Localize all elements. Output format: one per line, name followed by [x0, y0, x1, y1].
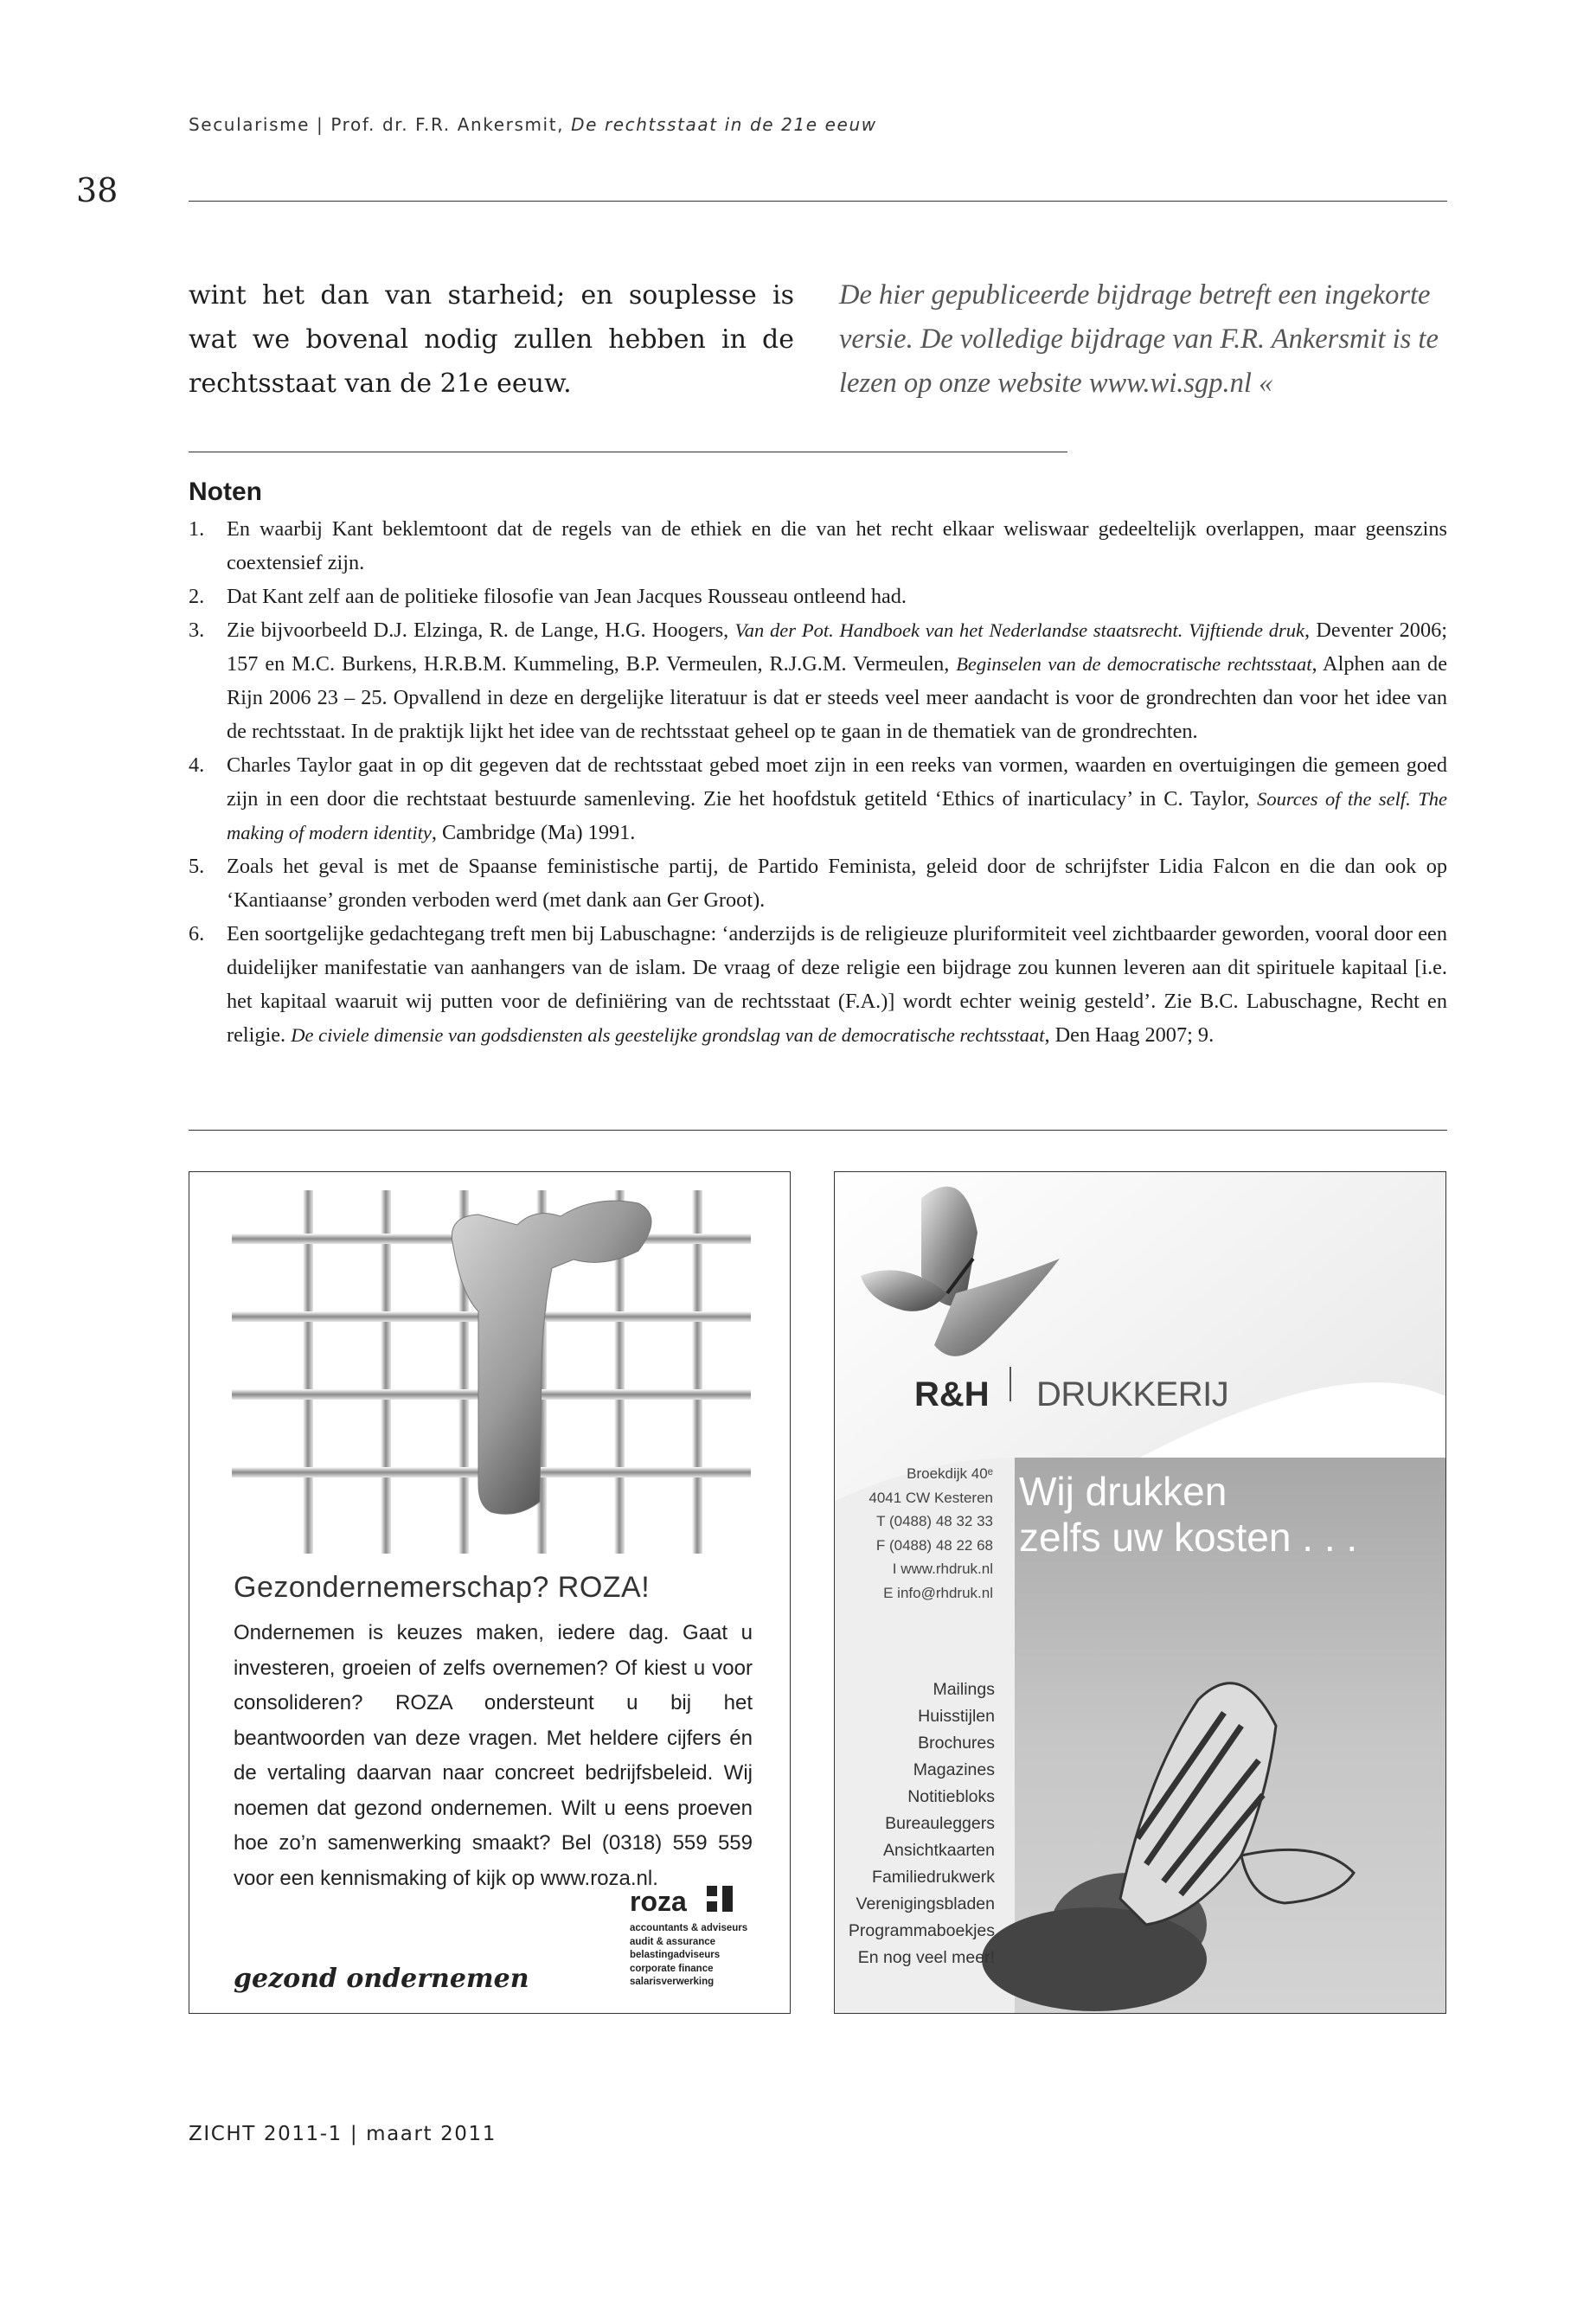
- running-header: [189, 114, 877, 135]
- note-item: 3. Zie bijvoorbeeld D.J. Elzinga, R. de Lange, H.G. Hoogers, Van der Pot. Handboek van het Nederlandse staatsrecht. Vijftiende druk, Deventer 2006; 157 en M.C. Burkens, H.R.B.M. Kummeling, B.P. Vermeulen, R.J.G.M. Vermeulen, Beginselen van de democratische rechtsstaat, Alphen aan de Rijn 2006 23 – 25. Opvallend in deze en dergelijke literatuur is dat er steeds veel meer aandacht is voor de grondrechten dan voor het idee van de rechtsstaat. In de praktijk lijkt het idee van de rechtsstaat geheel op te gaan in de thematiek van de grondrechten.: [189, 619, 1447, 743]
- rh-product: Programmaboekjes: [848, 1921, 995, 1940]
- roza-grid-graphic: [232, 1190, 751, 1554]
- note-item: 6. Een soortgelijke gedachtegang treft men bij Labuschagne: ‘anderzijds is de religieuze pluriformiteit veel zichtbaarder geworden, vooral door een duidelijker manifestatie van aanhangers van de islam. De vraag of deze religie een bijdrage zou kunnen leveren aan dit spirituele kapitaal [i.e. het kapitaal waaruit wij putten voor de definiëring van de rechtsstaat (F.A.)] wordt echter weinig gesteld’. Zie B.C. Labuschagne, Recht en religie. De civiele dimensie van godsdiensten als geestelijke grondslag van de democratische rechtsstaat, Den Haag 2007; 9.: [189, 922, 1447, 1047]
- rh-product: En nog veel meer!: [857, 1948, 995, 1967]
- rh-product: Ansichtkaarten: [883, 1841, 995, 1860]
- header-rule: [189, 201, 1447, 202]
- roza-body-text: Ondernemen is keuzes maken, iedere dag. Gaat u investeren, groeien of zelfs overnemen? Of kiest u voor consolideren? ROZA ondersteunt u bij het beantwoorden van deze vragen. Met heldere cijfers én de vertaling daarvan naar concreet bedrijfsbeleid. Wij noemen dat gezond ondernemen. Wilt u eens proeven hoe zo’n samenwerking smaakt? Bel (0318) 559 559 voor een kennismaking of kijk op www.roza.nl.: [234, 1621, 753, 1890]
- roza-heading: Gezondernemerschap? ROZA!: [234, 1571, 651, 1604]
- note-item: 1. En waarbij Kant beklemtoont dat de regels van de ethiek en die van het recht elkaar weliswaar gedeeltelijk overlappen, maar geenszins coextensief zijn.: [189, 517, 1447, 574]
- rh-product: Bureauleggers: [885, 1814, 995, 1833]
- rh-product: Mailings: [933, 1680, 995, 1699]
- rh-product: Verenigingsbladen: [856, 1894, 995, 1913]
- rh-product: Huisstijlen: [918, 1707, 995, 1726]
- page-footer: ZICHT 2011-1 | maart 2011: [189, 2123, 497, 2145]
- rh-product: Magazines: [913, 1760, 995, 1779]
- roza-logo-mark: [707, 1886, 733, 1912]
- note-item: 4. Charles Taylor gaat in op dit gegeven dat de rechtsstaat gebed moet zijn in een reeks van vormen, waarden en overtuigingen die gemeen goed zijn in een door die rechtstaat bestuurde samenleving. Zie het hoofdstuk getiteld ‘Ethics of inarticulacy’ in C. Taylor, Sources of the self. The making of modern identity, Cambridge (Ma) 1991.: [189, 753, 1447, 844]
- rh-contact: Broekdijk 40ᵉ 4041 CW Kesteren T (0488) 48 32 33 F (0488) 48 22 68 I www.rhdruk.nl E info@rhdruk.nl: [869, 1465, 993, 1601]
- notes-list: [189, 512, 1447, 1052]
- rh-product: Familiedrukwerk: [872, 1868, 995, 1887]
- roza-services: accountants & adviseurs audit & assurance belastingadviseurs corporate finance salarisverwerking: [630, 1923, 748, 1987]
- rh-tagline: Wij drukken zelfs uw kosten . . .: [1019, 1469, 1358, 1560]
- rh-product: Notitiebloks: [907, 1787, 995, 1806]
- body-text-left: wint het dan van starheid; en souplesse is wat we bovenal nodig zullen hebben in de rechtsstaat van de 21e eeuw.: [189, 280, 794, 399]
- notes-bottom-rule: [189, 1130, 1447, 1131]
- notes-title: Noten: [189, 478, 262, 506]
- rh-product-list: [839, 1676, 995, 1971]
- rh-product: Brochures: [918, 1734, 995, 1753]
- header-prefix: Secularisme | Prof. dr. F.R. Ankersmit,: [189, 114, 565, 135]
- roza-logo: roza: [630, 1886, 733, 1918]
- page-number: 38: [76, 171, 119, 209]
- roza-slogan: gezond ondernemen: [234, 1964, 529, 1994]
- header-title: De rechtsstaat in de 21e eeuw: [571, 114, 877, 135]
- body-text-right: De hier gepubliceerde bijdrage betreft een ingekorte versie. De volledige bijdrage van F.R. Ankersmit is te lezen op onze website www.wi.sgp.nl «: [839, 279, 1439, 399]
- note-item: 2. Dat Kant zelf aan de politieke filosofie van Jean Jacques Rousseau ontleend had.: [189, 585, 907, 608]
- rh-brand-sub: DRUKKERIJ: [1036, 1375, 1229, 1413]
- note-item: 5. Zoals het geval is met de Spaanse feministische partij, de Partido Feminista, geleid door de schrijfster Lidia Falcon en die dan ook op ‘Kantiaanse’ gronden verboden werd (met dank aan Ger Groot).: [189, 855, 1447, 912]
- rh-brand: R&H: [914, 1375, 990, 1413]
